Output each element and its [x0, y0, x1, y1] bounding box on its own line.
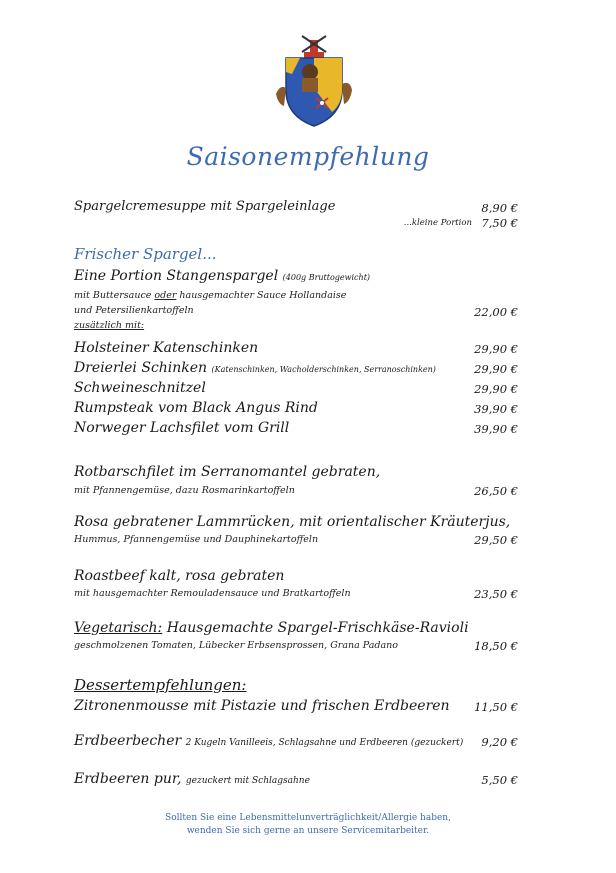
dish-price: 26,50 €	[474, 484, 518, 498]
dish-name: Rotbarschfilet im Serranomantel gebraten,	[74, 464, 381, 480]
extra-item: Schweineschnitzel	[74, 380, 206, 396]
extra-item: Holsteiner Katenschinken	[74, 340, 259, 356]
portion-price: 22,00 €	[474, 305, 518, 319]
extra-item: Norweger Lachsfilet vom Grill	[74, 420, 290, 436]
extra-price: 39,90 €	[474, 422, 518, 436]
soup-small-price: 7,50 €	[481, 216, 518, 230]
section-asparagus: Frischer Spargel...	[74, 245, 217, 263]
extra-item-note: (Katenschinken, Wacholderschinken, Serranoschinken)	[211, 365, 436, 374]
allergy-notice-line1: Sollten Sie eine Lebensmittelunverträglichkeit/Allergie haben,	[165, 813, 451, 823]
extra-price: 29,90 €	[474, 362, 518, 376]
soup-price: 8,90 €	[481, 201, 518, 215]
allergy-notice	[0, 812, 616, 838]
portion-weight: (400g Bruttogewicht)	[282, 273, 371, 282]
dessert-item-name: Erdbeeren pur,	[74, 771, 182, 787]
extra-item-name: Dreierlei Schinken	[74, 360, 208, 376]
crest-logo	[272, 34, 356, 130]
dessert-item-name: Erdbeerbecher	[74, 733, 182, 749]
vegetarian-desc: geschmolzenen Tomaten, Lübecker Erbsensprossen, Grana Padano	[74, 640, 398, 651]
dish-name: Rosa gebratener Lammrücken, mit orientalischer Kräuterjus,	[74, 514, 511, 530]
portion-potato-line: und Petersilienkartoffeln	[74, 305, 194, 316]
dessert-price: 11,50 €	[474, 700, 518, 714]
dish-desc: mit hausgemachter Remouladensauce und Bratkartoffeln	[74, 588, 351, 599]
vegetarian-price: 18,50 €	[474, 639, 518, 653]
extra-price: 39,90 €	[474, 402, 518, 416]
dessert-item-note: gezuckert mit Schlagsahne	[185, 776, 310, 786]
extra-price: 29,90 €	[474, 342, 518, 356]
menu-title: Saisonempfehlung	[186, 142, 430, 171]
vegetarian-dish	[74, 620, 469, 636]
dish-desc: mit Pfannengemüse, dazu Rosmarinkartoffeln	[74, 485, 295, 496]
dish-desc: Hummus, Pfannengemüse und Dauphinekartoffeln	[74, 534, 319, 545]
portion-sauce-line	[74, 290, 346, 301]
portion-extra-label: zusätzlich mit:	[74, 320, 145, 331]
extra-item	[74, 360, 436, 376]
portion-line1-a: mit Buttersauce	[74, 290, 152, 301]
portion-title: Eine Portion Stangenspargel	[74, 268, 279, 284]
windmill-icon	[302, 36, 326, 58]
extra-item: Rumpsteak vom Black Angus Rind	[74, 400, 318, 416]
portion-line1-oder: oder	[154, 290, 177, 301]
dessert-price: 9,20 €	[481, 735, 518, 749]
dessert-heading: Dessertempfehlungen:	[74, 676, 247, 694]
dessert-price: 5,50 €	[481, 773, 518, 787]
portion-line1-b: hausgemachter Sauce Hollandaise	[179, 290, 347, 301]
dish-name: Roastbeef kalt, rosa gebraten	[74, 568, 285, 584]
dessert-item: Zitronenmousse mit Pistazie und frischen Erdbeeren	[74, 698, 450, 714]
extra-price: 29,90 €	[474, 382, 518, 396]
portion-name	[74, 268, 370, 284]
dish-price: 29,50 €	[474, 533, 518, 547]
vegetarian-label: Vegetarisch:	[74, 620, 163, 636]
dish-price: 23,50 €	[474, 587, 518, 601]
allergy-notice-line2: wenden Sie sich gerne an unsere Servicemitarbeiter.	[186, 826, 430, 836]
dessert-item	[74, 771, 310, 787]
vegetarian-name: Hausgemachte Spargel-Frischkäse-Ravioli	[166, 620, 469, 636]
dessert-item-note: 2 Kugeln Vanilleeis, Schlagsahne und Erdbeeren (gezuckert)	[185, 738, 464, 748]
soup-small-label: ...kleine Portion	[403, 218, 472, 228]
dessert-item	[74, 733, 463, 749]
soup-name: Spargelcremesuppe mit Spargeleinlage	[74, 199, 336, 214]
